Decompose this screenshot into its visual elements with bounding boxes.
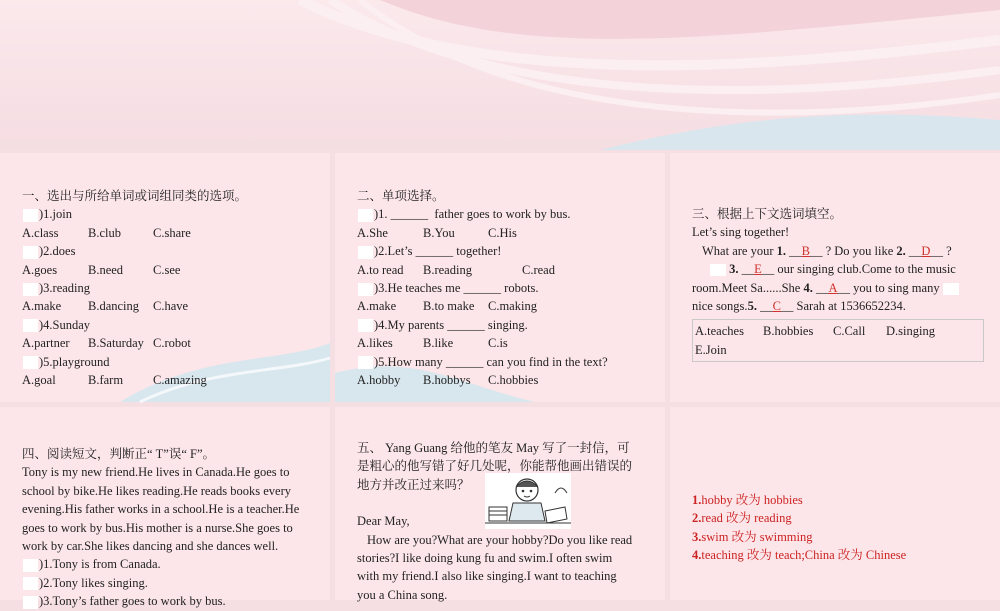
filled-answer: E: [754, 262, 762, 277]
letter-line: How are you?What are your hobby?Do you like read: [367, 532, 633, 547]
answer-blank[interactable]: [23, 319, 38, 332]
passage-line: What are your 1. __B__ ? Do you like 2. __D__ ?: [702, 243, 952, 258]
question-row: )5.playground: [22, 353, 247, 371]
word-option: E.Join: [695, 342, 727, 357]
section-5-title: 是粗心的他写错了好几处呢，你能帮他画出错误的: [357, 459, 633, 474]
filled-answer: A: [828, 280, 838, 295]
options-row: A.to read B.reading C.read: [357, 262, 555, 277]
options-row: A.class B.club C.share: [22, 225, 191, 240]
passage-line: school by bike.He likes reading.He reads books every: [22, 483, 292, 498]
section-3-title: 三、根据上下文选词填空。: [692, 207, 843, 221]
panel-section-3: [670, 153, 1000, 402]
blank-box: [710, 264, 726, 276]
answer-blank[interactable]: [23, 596, 38, 609]
letter-line: you a China song.: [357, 587, 448, 602]
answer-blank[interactable]: [358, 283, 373, 296]
section-4-title: 四、阅读短文，判断正“ T”误“ F”。: [22, 447, 216, 461]
answer-blank[interactable]: [358, 246, 373, 259]
options-row: A.She B.You C.His: [357, 225, 517, 240]
filled-answer: C: [772, 299, 781, 314]
options-row: A.goes B.need C.see: [22, 262, 181, 277]
filled-answer: D: [921, 243, 931, 258]
answer-blank[interactable]: [23, 559, 38, 572]
wave-decoration: [0, 0, 1000, 150]
answer-blank[interactable]: [358, 356, 373, 369]
passage-line: goes to work by bus.His mother is a nurse.She goes to: [22, 520, 293, 535]
student-reading-illustration: [485, 473, 571, 529]
question-row: )3.reading: [22, 279, 247, 297]
passage-line: evening.His father works in a school.He is a teacher.He: [22, 502, 300, 517]
question-row: )2.does: [22, 242, 247, 260]
answer-line: 2.read 改为 reading: [692, 511, 792, 526]
question-row: )1.join: [22, 205, 247, 223]
passage-line: nice songs.5. __C__ Sarah at 1536652234.: [692, 299, 906, 314]
filled-answer: B: [801, 243, 810, 258]
options-row: A.goal B.farm C.amazing: [22, 373, 207, 388]
question-row: )1.Tony is from Canada.: [22, 555, 299, 573]
word-option: C.Call: [833, 324, 866, 339]
options-row: A.partner B.Saturday C.robot: [22, 336, 191, 351]
section-5-title: 地方并改正过来吗？: [357, 477, 470, 492]
section-2-title: 二、单项选择。: [357, 189, 445, 203]
question-row: )2.Let’s ______ together!: [357, 242, 608, 260]
word-bank: [692, 319, 984, 362]
blank-box: [943, 283, 959, 295]
answer-blank[interactable]: [23, 356, 38, 369]
header-banner: [0, 0, 1000, 150]
passage-line: Tony is my new friend.He lives in Canada.He goes to: [22, 465, 290, 480]
answer-blank[interactable]: [23, 577, 38, 590]
panel-section-5: [335, 407, 665, 600]
question-row: )4.My parents ______ singing.: [357, 316, 608, 334]
answer-blank[interactable]: [23, 283, 38, 296]
question-row: )4.Sunday: [22, 316, 247, 334]
answer-blank[interactable]: [23, 246, 38, 259]
panel-section-6-answers: [670, 407, 1000, 600]
answer-blank[interactable]: [23, 209, 38, 222]
letter-line: stories?I like doing kung fu and swim.I often swim: [357, 551, 613, 566]
panel-section-4: [0, 407, 330, 609]
question-row: )5.How many ______ can you find in the text?: [357, 353, 608, 371]
passage-line: room.Meet Sa......She 4. __A__ you to sing many: [692, 279, 984, 297]
question-row: )1. ______ father goes to work by bus.: [357, 205, 608, 223]
passage-line: Let’s sing together!: [692, 225, 790, 240]
answer-blank[interactable]: [358, 319, 373, 332]
options-row: A.make B.dancing C.have: [22, 299, 189, 314]
panel-section-2: [335, 153, 665, 402]
question-row: )3.Tony’s father goes to work by bus.: [22, 592, 299, 610]
answer-blank[interactable]: [358, 209, 373, 222]
section-5-title: 五、 Yang Guang 给他的笔友 May 写了一封信，可: [357, 441, 630, 455]
question-row: )3.He teaches me ______ robots.: [357, 279, 608, 297]
letter-line: with my friend.I also like singing.I want to teaching: [357, 569, 617, 584]
question-row: )2.Tony likes singing.: [22, 574, 299, 592]
word-option: A.teaches: [695, 324, 744, 339]
panel-section-1: [0, 153, 330, 402]
answer-line: 4.teaching 改为 teach;China 改为 Chinese: [692, 548, 907, 563]
passage-line: work by car.She likes dancing and she dances well.: [22, 539, 279, 554]
options-row: A.make B.to make C.making: [357, 299, 537, 314]
answer-line: 1.hobby 改为 hobbies: [692, 493, 803, 507]
word-option: D.singing: [886, 324, 935, 339]
letter-greeting: Dear May,: [357, 514, 410, 529]
options-row: A.hobby B.hobbys C.hobbies: [357, 373, 539, 388]
passage-line: 3. __E__ our singing club.Come to the music: [692, 260, 984, 278]
options-row: A.likes B.like C.is: [357, 336, 508, 351]
section-1-title: 一、选出与所给单词或词组同类的选项。: [22, 189, 248, 203]
word-option: B.hobbies: [763, 324, 814, 339]
answer-line: 3.swim 改为 swimming: [692, 529, 813, 544]
